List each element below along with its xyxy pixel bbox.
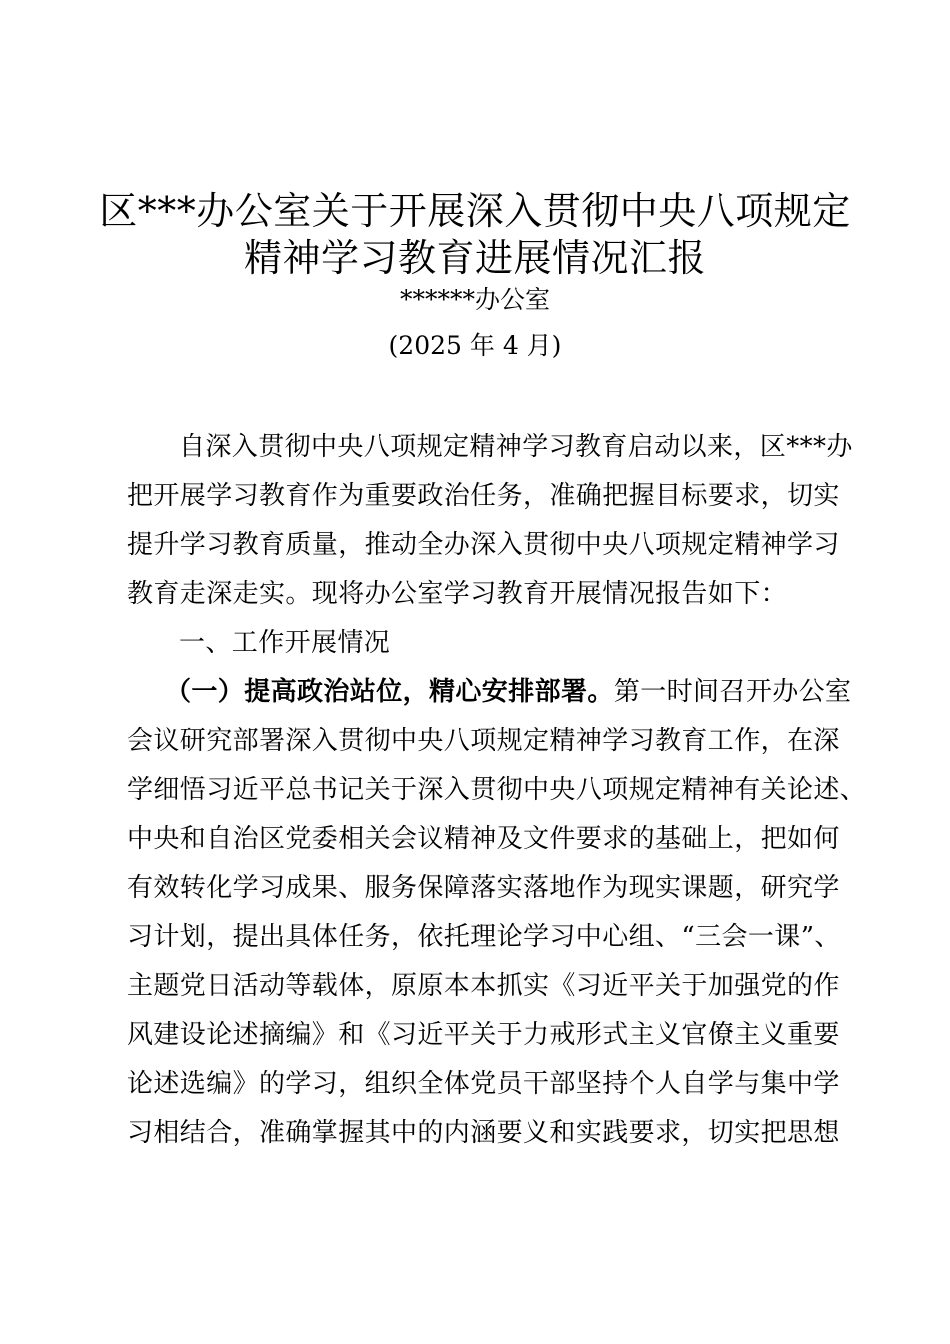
subsection-1-line-9: 论述选编》的学习，组织全体党员干部坚持个人自学与集中学 [127, 1069, 840, 1099]
subsection-1-line-5: 有效转化学习成果、服务保障落实落地作为现实课题，研究学 [127, 873, 840, 903]
subsection-1-line-6: 习计划，提出具体任务，依托理论学习中心组、“三会一课”、 [127, 922, 841, 952]
subsection-1-line-8: 风建设论述摘编》和《习近平关于力戒形式主义官僚主义重要 [127, 1020, 840, 1050]
intro-line-4: 教育走深走实。现将办公室学习教育开展情况报告如下： [127, 579, 788, 609]
document-title-line-1: 区***办公室关于开展深入贯彻中央八项规定 [99, 189, 851, 233]
subsection-1-line-10: 习相结合，准确掌握其中的内涵要义和实践要求，切实把思想 [127, 1118, 840, 1148]
report-date: (2025 年 4 月) [388, 331, 562, 360]
section-1-heading: 一、工作开展情况 [179, 628, 391, 658]
intro-line-3: 提升学习教育质量，推动全办深入贯彻中央八项规定精神学习 [127, 530, 840, 560]
issuing-office: ******办公室 [399, 285, 550, 314]
subsection-1-text-start: 第一时间召开办公室 [613, 677, 852, 707]
subsection-1-line-4: 中央和自治区党委相关会议精神及文件要求的基础上，把如何 [127, 824, 840, 854]
subsection-1-first-line [165, 671, 851, 708]
subsection-1-line-7: 主题党日活动等载体，原原本本抓实《习近平关于加强党的作 [127, 971, 840, 1001]
document-title-line-2: 精神学习教育进展情况汇报 [243, 236, 706, 280]
intro-line-2: 把开展学习教育作为重要政治任务，准确把握目标要求，切实 [127, 481, 840, 511]
intro-line-1: 自深入贯彻中央八项规定精神学习教育启动以来，区***办 [179, 432, 853, 462]
subsection-1-line-3: 学细悟习近平总书记关于深入贯彻中央八项规定精神有关论述、 [127, 775, 867, 805]
subsection-1-heading: （一）提高政治站位，精心安排部署。 [165, 677, 614, 707]
subsection-1-line-2: 会议研究部署深入贯彻中央八项规定精神学习教育工作，在深 [127, 726, 840, 756]
